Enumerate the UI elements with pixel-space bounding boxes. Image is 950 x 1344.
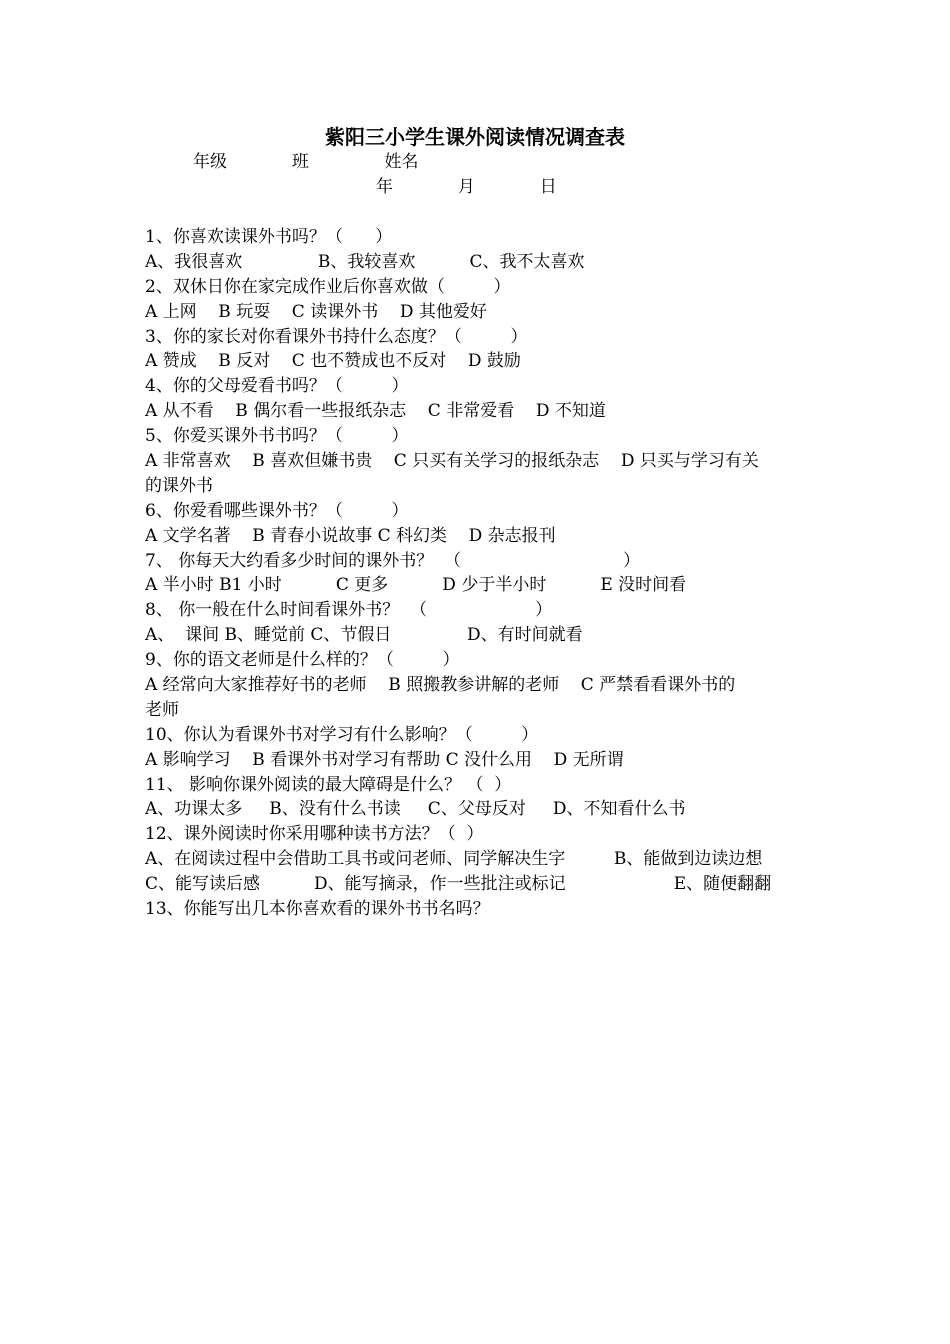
survey-line: 11、 影响你课外阅读的最大障碍是什么？ （ ） bbox=[145, 774, 512, 795]
survey-line: 4、你的父母爱看书吗？（ ） bbox=[145, 376, 409, 397]
survey-line: A 半小时 B1 小时 C 更多 D 少于半小时 E 没时间看 bbox=[145, 575, 687, 596]
survey-line: 1、你喜欢读课外书吗？（ ） bbox=[145, 227, 393, 247]
survey-line: A 影响学习 B 看课外书对学习有帮助 C 没什么用 D 无所谓 bbox=[145, 749, 624, 770]
document-title: 紫阳三小学生课外阅读情况调查表 bbox=[325, 125, 625, 149]
survey-line: A、在阅读过程中会借助工具书或问老师、同学解决生字 B、能做到边读边想 bbox=[145, 849, 763, 870]
survey-line: A、功课太多 B、没有什么书读 C、父母反对 D、不知看什么书 bbox=[145, 799, 686, 820]
survey-line: A 文学名著 B 青春小说故事 C 科幻类 D 杂志报刊 bbox=[145, 525, 556, 546]
survey-line: 8、 你一般在什么时间看课外书？ （ ） bbox=[145, 600, 553, 621]
class-name-line: 年级 班 姓名 bbox=[193, 152, 419, 172]
survey-line: 的课外书 bbox=[145, 475, 213, 496]
survey-line: A 赞成 B 反对 C 也不赞成也不反对 D 鼓励 bbox=[145, 351, 521, 372]
date-line: 年 月 日 bbox=[376, 177, 557, 197]
survey-line: 10、你认为看课外书对学习有什么影响？（ ） bbox=[145, 724, 539, 745]
survey-line: 3、你的家长对你看课外书持什么态度？（ ） bbox=[145, 326, 528, 347]
survey-questions bbox=[145, 225, 815, 922]
survey-line: 5、你爱买课外书书吗？（ ） bbox=[145, 426, 409, 447]
survey-line: A、 课间 B、睡觉前 C、节假日 D、有时间就看 bbox=[145, 625, 583, 646]
survey-line: 6、你爱看哪些课外书？（ ） bbox=[145, 500, 409, 521]
survey-line: C、能写读后感 D、能写摘录，作一些批注或标记 E、随便翻翻 bbox=[145, 874, 772, 895]
survey-line: A 经常向大家推荐好书的老师 B 照搬教参讲解的老师 C 严禁看看课外书的 bbox=[145, 675, 736, 696]
survey-line: A 非常喜欢 B 喜欢但嫌书贵 C 只买有关学习的报纸杂志 D 只买与学习有关 bbox=[145, 451, 759, 472]
survey-line: 2、双休日你在家完成作业后你喜欢做（ ） bbox=[145, 276, 511, 297]
survey-line: 7、 你每天大约看多少时间的课外书？ （ ） bbox=[145, 550, 641, 571]
survey-line: 老师 bbox=[145, 699, 179, 720]
survey-line: 13、你能写出几本你喜欢看的课外书书名吗？ bbox=[145, 899, 490, 920]
survey-line: 9、你的语文老师是什么样的？（ ） bbox=[145, 650, 460, 671]
survey-line: 12、课外阅读时你采用哪种读书方法？（ ） bbox=[145, 824, 484, 845]
survey-line: A、我很喜欢 B、我较喜欢 C、我不太喜欢 bbox=[145, 251, 585, 272]
survey-line: A 上网 B 玩耍 C 读课外书 D 其他爱好 bbox=[145, 301, 487, 322]
survey-line: A 从不看 B 偶尔看一些报纸杂志 C 非常爱看 D 不知道 bbox=[145, 401, 606, 422]
